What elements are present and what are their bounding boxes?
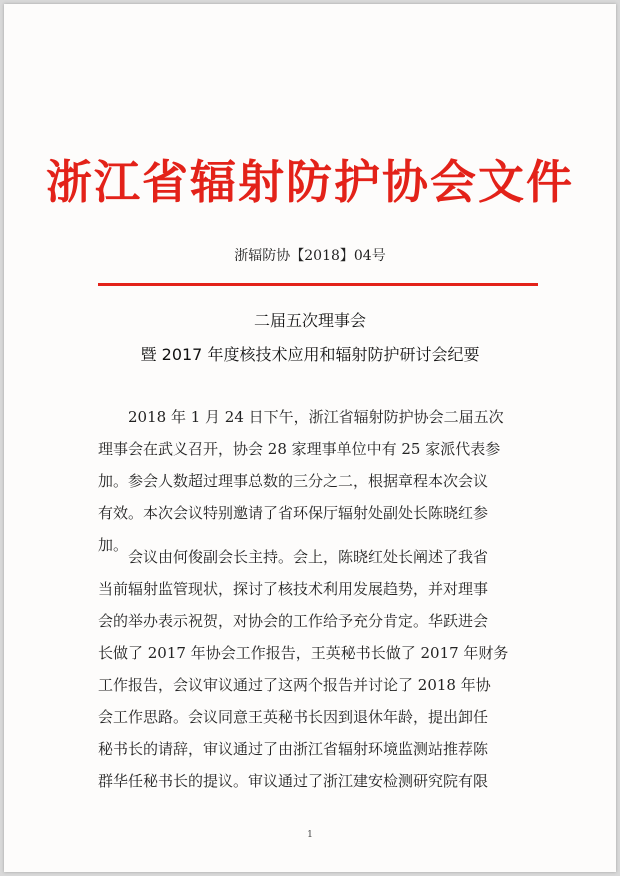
body-paragraph-1: [98, 401, 544, 561]
paragraph-line: 会工作思路。会议同意王英秘书长因到退休年龄，提出卸任: [98, 708, 489, 726]
paragraph-line: 理事会在武义召开，协会 28 家理事单位中有 25 家派代表参: [98, 440, 501, 458]
red-divider-line: [98, 283, 538, 286]
paragraph-line: 当前辐射监管现状，探讨了核技术利用发展趋势，并对理事: [98, 580, 489, 598]
meeting-subtitle: 二届五次理事会: [253, 311, 366, 330]
paragraph-line: 长做了 2017 年协会工作报告，王英秘书长做了 2017 年财务: [98, 644, 509, 662]
document-page: [4, 4, 616, 872]
paragraph-line: 工作报告，会议审议通过了这两个报告并讨论了 2018 年协: [98, 676, 491, 694]
document-header-title: 浙江省辐射防护协会文件: [46, 155, 574, 209]
document-number: 浙辐防协【2018】04号: [234, 248, 386, 264]
paragraph-line: 加。: [98, 536, 129, 554]
paragraph-line: 2018 年 1 月 24 日下午，浙江省辐射防护协会二届五次: [128, 408, 504, 426]
paragraph-line: 秘书长的请辞，审议通过了由浙江省辐射环境监测站推荐陈: [98, 740, 489, 758]
paragraph-line: 有效。本次会议特别邀请了省环保厅辐射处副处长陈晓红参: [98, 504, 489, 522]
paragraph-line: 群华任秘书长的提议。审议通过了浙江建安检测研究院有限: [98, 772, 489, 790]
paragraph-line: 加。参会人数超过理事总数的三分之二，根据章程本次会议: [98, 472, 489, 490]
paragraph-line: 会议由何俊副会长主持。会上，陈晓红处长阐述了我省: [128, 548, 489, 566]
page-number: 1: [307, 830, 313, 840]
body-paragraph-2: [98, 541, 544, 797]
meeting-title: 暨 2017 年度核技术应用和辐射防护研讨会纪要: [140, 345, 480, 364]
paragraph-line: 会的举办表示祝贺，对协会的工作给予充分肯定。华跃进会: [98, 612, 489, 630]
